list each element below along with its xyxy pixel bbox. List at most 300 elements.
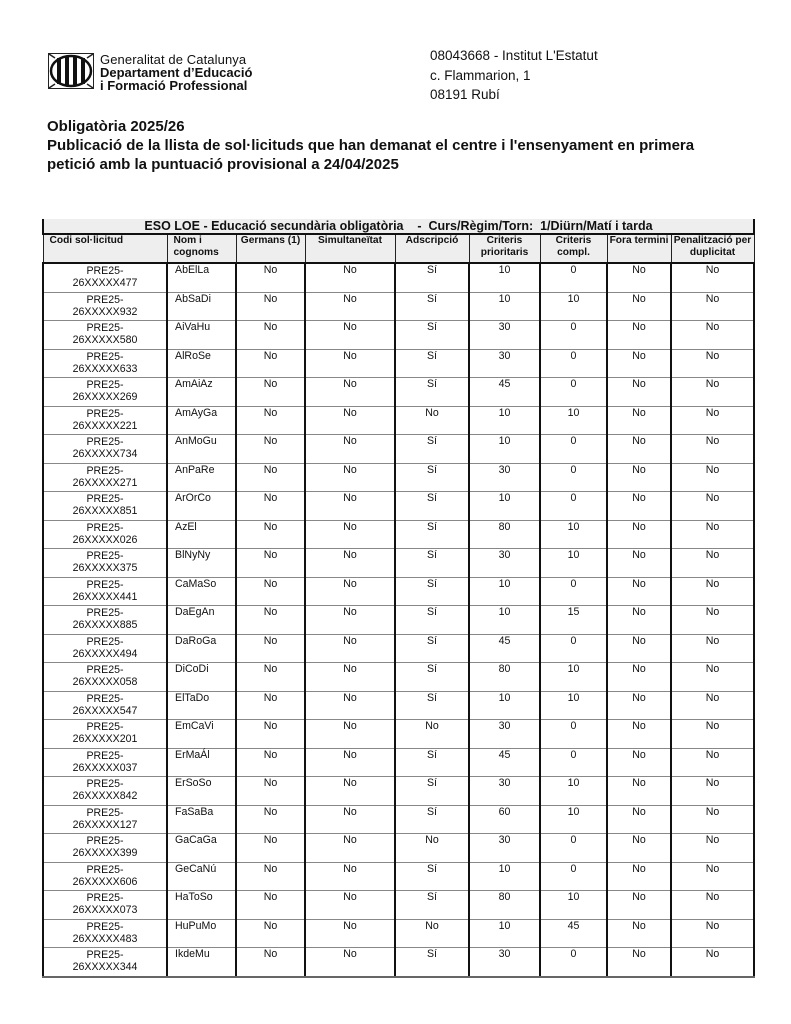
code-prefix: PRE25- [86, 379, 124, 391]
cell-code [43, 577, 167, 606]
code-suffix: 26XXXXX271 [72, 476, 138, 489]
code-suffix: 26XXXXX580 [72, 334, 138, 346]
cell-siblings: No [236, 463, 305, 492]
cell-complementary-criteria: 0 [540, 948, 607, 977]
cell-duplicate-penalty: No [671, 634, 754, 663]
cell-name: AzEl [167, 520, 236, 549]
cell-simultaneity: No [305, 292, 395, 321]
cell-code [43, 435, 167, 464]
cell-complementary-criteria: 0 [540, 263, 607, 292]
cell-priority-criteria: 45 [469, 378, 540, 407]
table-row [43, 492, 754, 521]
cell-code [43, 691, 167, 720]
cell-siblings: No [236, 406, 305, 435]
org-line-1: Generalitat de Catalunya [100, 52, 247, 67]
cell-code [43, 549, 167, 578]
cell-late: No [607, 777, 671, 806]
cell-late: No [607, 748, 671, 777]
cell-priority-criteria: 80 [469, 520, 540, 549]
code-prefix: PRE25- [86, 778, 124, 790]
code-suffix: 26XXXXX477 [72, 277, 138, 289]
cell-assignment: Sí [395, 606, 469, 635]
col-header-code: Codi sol·licitud [43, 234, 167, 263]
cell-priority-criteria: 10 [469, 577, 540, 606]
cell-late: No [607, 349, 671, 378]
cell-name: AnPaRe [167, 463, 236, 492]
org-line-2: Departament d’Educació [100, 65, 253, 80]
cell-siblings: No [236, 263, 305, 292]
cell-code [43, 606, 167, 635]
cell-late: No [607, 520, 671, 549]
cell-simultaneity: No [305, 435, 395, 464]
cell-priority-criteria: 80 [469, 891, 540, 920]
cell-siblings: No [236, 349, 305, 378]
cell-assignment: No [395, 406, 469, 435]
cell-siblings: No [236, 292, 305, 321]
school-info [430, 46, 598, 105]
col-header-late: Fora termini [607, 234, 671, 263]
code-prefix: PRE25- [86, 521, 124, 534]
cell-assignment: Sí [395, 577, 469, 606]
cell-siblings: No [236, 520, 305, 549]
cell-complementary-criteria: 0 [540, 492, 607, 521]
cell-assignment: Sí [395, 349, 469, 378]
cell-simultaneity: No [305, 720, 395, 749]
cell-siblings: No [236, 577, 305, 606]
cell-assignment: Sí [395, 634, 469, 663]
code-suffix: 26XXXXX547 [72, 704, 138, 717]
cell-name: AiVaHu [167, 321, 236, 350]
document-title [47, 117, 694, 174]
cell-complementary-criteria: 0 [540, 634, 607, 663]
table-row [43, 862, 754, 891]
code-suffix: 26XXXXX399 [72, 847, 138, 859]
cell-duplicate-penalty: No [671, 891, 754, 920]
code-prefix: PRE25- [86, 265, 124, 277]
cell-late: No [607, 919, 671, 948]
cell-siblings: No [236, 435, 305, 464]
code-prefix: PRE25- [86, 407, 124, 420]
table-row [43, 378, 754, 407]
cell-complementary-criteria: 10 [540, 520, 607, 549]
cell-assignment: Sí [395, 805, 469, 834]
cell-priority-criteria: 80 [469, 663, 540, 692]
cell-simultaneity: No [305, 321, 395, 350]
code-suffix: 26XXXXX127 [72, 818, 138, 831]
cell-late: No [607, 492, 671, 521]
cell-assignment: No [395, 834, 469, 863]
cell-simultaneity: No [305, 948, 395, 977]
cell-siblings: No [236, 691, 305, 720]
cell-late: No [607, 634, 671, 663]
cell-siblings: No [236, 492, 305, 521]
col-header-complementary-criteria: Criteris compl. [540, 234, 607, 263]
cell-name: ErMaÁl [167, 748, 236, 777]
cell-simultaneity: No [305, 691, 395, 720]
cell-duplicate-penalty: No [671, 263, 754, 292]
table-header-row [43, 234, 754, 263]
cell-siblings: No [236, 663, 305, 692]
cell-priority-criteria: 10 [469, 862, 540, 891]
cell-late: No [607, 834, 671, 863]
cell-assignment: Sí [395, 520, 469, 549]
cell-assignment: Sí [395, 748, 469, 777]
col-header-assignment: Adscripció [395, 234, 469, 263]
title-line-2: Publicació de la llista de sol·licituds que han demanat el centre i l'ensenyament en primera [47, 137, 695, 154]
table-row [43, 406, 754, 435]
cell-name: BlNyNy [167, 549, 236, 578]
cell-complementary-criteria: 10 [540, 292, 607, 321]
cell-duplicate-penalty: No [671, 777, 754, 806]
cell-late: No [607, 292, 671, 321]
cell-siblings: No [236, 321, 305, 350]
cell-name: HuPuMo [167, 919, 236, 948]
cell-complementary-criteria: 15 [540, 606, 607, 635]
table-row [43, 948, 754, 977]
cell-late: No [607, 549, 671, 578]
table-row [43, 321, 754, 350]
cell-priority-criteria: 45 [469, 634, 540, 663]
code-suffix: 26XXXXX932 [72, 305, 138, 318]
code-suffix: 26XXXXX221 [72, 419, 138, 432]
cell-simultaneity: No [305, 549, 395, 578]
table-row [43, 634, 754, 663]
cell-assignment: Sí [395, 492, 469, 521]
applications-table [42, 219, 755, 978]
cell-code [43, 834, 167, 863]
code-prefix: PRE25- [86, 493, 124, 505]
cell-siblings: No [236, 805, 305, 834]
table-row [43, 748, 754, 777]
cell-siblings: No [236, 948, 305, 977]
cell-assignment: Sí [395, 549, 469, 578]
cell-duplicate-penalty: No [671, 919, 754, 948]
cell-complementary-criteria: 0 [540, 720, 607, 749]
cell-late: No [607, 948, 671, 977]
cell-code [43, 919, 167, 948]
cell-code [43, 748, 167, 777]
cell-name: FaSaBa [167, 805, 236, 834]
cell-duplicate-penalty: No [671, 663, 754, 692]
table-row [43, 577, 754, 606]
col-header-simultaneity: Simultaneïtat [305, 234, 395, 263]
cell-complementary-criteria: 10 [540, 549, 607, 578]
code-suffix: 26XXXXX851 [72, 505, 138, 517]
code-suffix: 26XXXXX734 [72, 448, 138, 460]
cell-complementary-criteria: 10 [540, 891, 607, 920]
cell-duplicate-penalty: No [671, 520, 754, 549]
cell-name: ErSoSo [167, 777, 236, 806]
code-prefix: PRE25- [86, 664, 124, 676]
code-suffix: 26XXXXX494 [72, 647, 138, 660]
cell-siblings: No [236, 748, 305, 777]
cell-priority-criteria: 30 [469, 349, 540, 378]
code-prefix: PRE25- [86, 436, 124, 448]
cell-siblings: No [236, 720, 305, 749]
code-prefix: PRE25- [86, 293, 124, 306]
cell-duplicate-penalty: No [671, 862, 754, 891]
generalitat-logo-icon [48, 53, 94, 89]
cell-duplicate-penalty: No [671, 321, 754, 350]
title-line-3: petició amb la puntuació provisional a 24/04/2025 [47, 156, 399, 173]
cell-name: CaMaSo [167, 577, 236, 606]
cell-priority-criteria: 30 [469, 777, 540, 806]
cell-simultaneity: No [305, 577, 395, 606]
cell-assignment: Sí [395, 862, 469, 891]
code-suffix: 26XXXXX606 [72, 875, 138, 888]
cell-name: EmCaVi [167, 720, 236, 749]
cell-name: GaCaGa [167, 834, 236, 863]
cell-code [43, 263, 167, 292]
cell-code [43, 520, 167, 549]
code-prefix: PRE25- [86, 920, 124, 933]
code-prefix: PRE25- [86, 464, 124, 477]
cell-duplicate-penalty: No [671, 948, 754, 977]
cell-code [43, 349, 167, 378]
cell-name: DaRoGa [167, 634, 236, 663]
col-header-duplicate-penalty: Penalització per duplicitat [671, 234, 754, 263]
cell-priority-criteria: 60 [469, 805, 540, 834]
cell-duplicate-penalty: No [671, 349, 754, 378]
table-row [43, 292, 754, 321]
cell-complementary-criteria: 10 [540, 777, 607, 806]
cell-assignment: Sí [395, 378, 469, 407]
cell-duplicate-penalty: No [671, 406, 754, 435]
cell-late: No [607, 663, 671, 692]
cell-priority-criteria: 10 [469, 406, 540, 435]
code-prefix: PRE25- [86, 322, 124, 334]
organization-name [100, 53, 252, 92]
cell-late: No [607, 691, 671, 720]
cell-complementary-criteria: 0 [540, 349, 607, 378]
cell-complementary-criteria: 45 [540, 919, 607, 948]
code-prefix: PRE25- [86, 749, 124, 762]
cell-late: No [607, 435, 671, 464]
cell-complementary-criteria: 0 [540, 435, 607, 464]
cell-priority-criteria: 45 [469, 748, 540, 777]
code-suffix: 26XXXXX885 [72, 619, 138, 631]
cell-simultaneity: No [305, 378, 395, 407]
table-row [43, 777, 754, 806]
cell-siblings: No [236, 777, 305, 806]
cell-complementary-criteria: 10 [540, 691, 607, 720]
table-row [43, 263, 754, 292]
cell-code [43, 777, 167, 806]
cell-code [43, 663, 167, 692]
cell-priority-criteria: 30 [469, 720, 540, 749]
table-row [43, 919, 754, 948]
cell-simultaneity: No [305, 520, 395, 549]
col-header-name: Nom i cognoms [167, 234, 236, 263]
cell-late: No [607, 805, 671, 834]
cell-code [43, 378, 167, 407]
cell-simultaneity: No [305, 492, 395, 521]
cell-late: No [607, 891, 671, 920]
cell-siblings: No [236, 606, 305, 635]
code-suffix: 26XXXXX073 [72, 904, 138, 916]
cell-assignment: No [395, 720, 469, 749]
cell-simultaneity: No [305, 862, 395, 891]
cell-name: AbSaDi [167, 292, 236, 321]
code-prefix: PRE25- [86, 721, 124, 733]
cell-late: No [607, 378, 671, 407]
cell-late: No [607, 606, 671, 635]
table-row [43, 834, 754, 863]
code-prefix: PRE25- [86, 607, 124, 619]
code-suffix: 26XXXXX058 [72, 676, 138, 688]
cell-duplicate-penalty: No [671, 463, 754, 492]
code-prefix: PRE25- [86, 806, 124, 819]
cell-code [43, 292, 167, 321]
cell-simultaneity: No [305, 919, 395, 948]
table-row [43, 691, 754, 720]
cell-name: DaEgAn [167, 606, 236, 635]
cell-simultaneity: No [305, 349, 395, 378]
cell-complementary-criteria: 10 [540, 805, 607, 834]
school-address: c. Flammarion, 1 [430, 67, 531, 83]
table-row [43, 663, 754, 692]
code-suffix: 26XXXXX026 [72, 533, 138, 546]
cell-priority-criteria: 10 [469, 435, 540, 464]
cell-complementary-criteria: 0 [540, 577, 607, 606]
cell-duplicate-penalty: No [671, 720, 754, 749]
cell-late: No [607, 577, 671, 606]
cell-simultaneity: No [305, 748, 395, 777]
cell-code [43, 406, 167, 435]
table-row [43, 520, 754, 549]
code-suffix: 26XXXXX269 [72, 391, 138, 403]
school-city: 08191 Rubí [430, 87, 500, 102]
cell-simultaneity: No [305, 663, 395, 692]
table-caption: ESO LOE - Educació secundària obligatòria - Curs/Règim/Torn: 1/Diürn/Matí i tarda [43, 219, 754, 234]
org-line-3: i Formació Professional [100, 78, 248, 93]
cell-duplicate-penalty: No [671, 691, 754, 720]
cell-assignment: Sí [395, 663, 469, 692]
cell-simultaneity: No [305, 891, 395, 920]
cell-assignment: Sí [395, 691, 469, 720]
cell-late: No [607, 263, 671, 292]
cell-name: AlRoSe [167, 349, 236, 378]
code-suffix: 26XXXXX344 [72, 961, 138, 973]
table-row [43, 549, 754, 578]
cell-priority-criteria: 10 [469, 263, 540, 292]
cell-assignment: Sí [395, 777, 469, 806]
cell-name: DiCoDi [167, 663, 236, 692]
cell-late: No [607, 321, 671, 350]
cell-siblings: No [236, 634, 305, 663]
cell-siblings: No [236, 891, 305, 920]
cell-priority-criteria: 30 [469, 834, 540, 863]
cell-assignment: Sí [395, 263, 469, 292]
cell-complementary-criteria: 0 [540, 834, 607, 863]
cell-simultaneity: No [305, 777, 395, 806]
cell-code [43, 321, 167, 350]
cell-priority-criteria: 10 [469, 919, 540, 948]
cell-code [43, 634, 167, 663]
cell-late: No [607, 406, 671, 435]
cell-simultaneity: No [305, 634, 395, 663]
cell-priority-criteria: 10 [469, 292, 540, 321]
cell-code [43, 805, 167, 834]
cell-assignment: Sí [395, 948, 469, 977]
cell-duplicate-penalty: No [671, 805, 754, 834]
cell-name: AmAyGa [167, 406, 236, 435]
cell-late: No [607, 720, 671, 749]
cell-duplicate-penalty: No [671, 577, 754, 606]
code-suffix: 26XXXXX441 [72, 590, 138, 603]
table-caption-row [43, 219, 754, 234]
code-prefix: PRE25- [86, 550, 124, 562]
cell-complementary-criteria: 10 [540, 406, 607, 435]
code-suffix: 26XXXXX842 [72, 790, 138, 802]
cell-name: ArOrCo [167, 492, 236, 521]
school-name: 08043668 - Institut L'Estatut [430, 48, 598, 63]
code-prefix: PRE25- [86, 892, 124, 904]
cell-priority-criteria: 10 [469, 492, 540, 521]
cell-duplicate-penalty: No [671, 378, 754, 407]
cell-duplicate-penalty: No [671, 748, 754, 777]
code-prefix: PRE25- [86, 350, 124, 363]
cell-late: No [607, 463, 671, 492]
code-suffix: 26XXXXX375 [72, 562, 138, 574]
cell-code [43, 891, 167, 920]
cell-complementary-criteria: 0 [540, 748, 607, 777]
cell-complementary-criteria: 0 [540, 321, 607, 350]
cell-simultaneity: No [305, 805, 395, 834]
table-row [43, 891, 754, 920]
cell-name: AbElLa [167, 263, 236, 292]
cell-name: HaToSo [167, 891, 236, 920]
cell-duplicate-penalty: No [671, 492, 754, 521]
cell-siblings: No [236, 549, 305, 578]
code-prefix: PRE25- [86, 835, 124, 847]
cell-name: GeCaNú [167, 862, 236, 891]
code-suffix: 26XXXXX201 [72, 733, 138, 745]
table-row [43, 349, 754, 378]
cell-assignment: Sí [395, 321, 469, 350]
cell-code [43, 492, 167, 521]
col-header-siblings: Germans (1) [236, 234, 305, 263]
cell-assignment: Sí [395, 435, 469, 464]
cell-assignment: No [395, 919, 469, 948]
cell-simultaneity: No [305, 263, 395, 292]
cell-duplicate-penalty: No [671, 549, 754, 578]
col-header-priority-criteria: Criteris prioritaris [469, 234, 540, 263]
cell-name: AnMoGu [167, 435, 236, 464]
cell-name: IkdeMu [167, 948, 236, 977]
cell-late: No [607, 862, 671, 891]
cell-code [43, 463, 167, 492]
cell-priority-criteria: 30 [469, 549, 540, 578]
cell-assignment: Sí [395, 463, 469, 492]
cell-siblings: No [236, 862, 305, 891]
cell-siblings: No [236, 834, 305, 863]
code-prefix: PRE25- [86, 949, 124, 961]
code-suffix: 26XXXXX037 [72, 761, 138, 774]
cell-code [43, 862, 167, 891]
cell-code [43, 948, 167, 977]
cell-duplicate-penalty: No [671, 435, 754, 464]
cell-priority-criteria: 30 [469, 321, 540, 350]
cell-siblings: No [236, 919, 305, 948]
cell-siblings: No [236, 378, 305, 407]
cell-assignment: Sí [395, 891, 469, 920]
cell-duplicate-penalty: No [671, 834, 754, 863]
cell-name: ElTaDo [167, 691, 236, 720]
cell-simultaneity: No [305, 406, 395, 435]
cell-priority-criteria: 10 [469, 691, 540, 720]
cell-complementary-criteria: 0 [540, 862, 607, 891]
